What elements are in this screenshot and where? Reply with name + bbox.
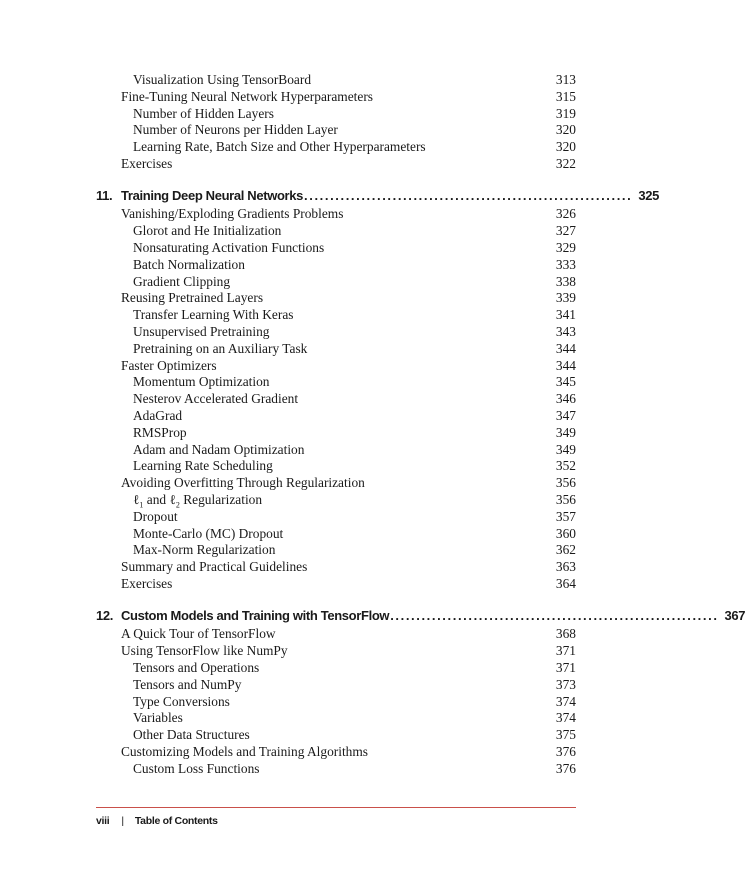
toc-entry[interactable] (96, 575, 576, 592)
toc-entry-page: 360 (555, 526, 576, 541)
toc-entry-page: 344 (555, 341, 576, 356)
toc-entry-title: Pretraining on an Auxiliary Task (133, 341, 308, 356)
toc-entry-page: 374 (555, 710, 576, 725)
toc-entry-page: 313 (555, 72, 576, 87)
toc-entry-page: 357 (555, 509, 576, 524)
toc-entry[interactable] (96, 239, 576, 256)
toc-entry-page: 329 (555, 240, 576, 255)
and-text: and (143, 492, 170, 507)
toc-entry-title: Momentum Optimization (133, 374, 270, 389)
footer-section-title[interactable]: Table of Contents (134, 815, 218, 827)
toc-entry[interactable] (96, 340, 576, 357)
toc-entry-title: Faster Optimizers (121, 358, 217, 373)
toc-entry[interactable] (96, 105, 576, 122)
toc-entry-title: Summary and Practical Guidelines (121, 559, 308, 574)
toc-entry-title: Nesterov Accelerated Gradient (133, 391, 299, 406)
toc-entry-page: 349 (555, 442, 576, 457)
toc-entry-title: Dropout (133, 509, 178, 524)
toc-entry-title: Learning Rate, Batch Size and Other Hyperparameters (133, 139, 426, 154)
toc-entry-page: 347 (555, 408, 576, 423)
toc-entry-title: Visualization Using TensorBoard (133, 72, 312, 87)
chapter-page: 325 (638, 188, 660, 203)
toc-entry-title: RMSProp (133, 425, 187, 440)
toc-entry[interactable] (96, 256, 576, 273)
toc-entry[interactable] (96, 88, 576, 105)
toc-entry-page: 333 (555, 257, 576, 272)
footer-divider (96, 807, 576, 808)
toc-entry-title: Exercises (121, 576, 173, 591)
toc-entry-page: 344 (555, 358, 576, 373)
toc-entry[interactable] (96, 508, 576, 525)
toc-entry[interactable] (96, 726, 576, 743)
toc-entry-page: 363 (555, 559, 576, 574)
toc-entry[interactable] (96, 760, 576, 777)
toc-entry-title: Max-Norm Regularization (133, 542, 276, 557)
toc-entry-page: 362 (555, 542, 576, 557)
toc-entry[interactable] (96, 693, 576, 710)
toc-entry-page: 371 (555, 643, 576, 658)
toc-entry-page: 327 (555, 223, 576, 238)
toc-entry-title: A Quick Tour of TensorFlow (121, 626, 276, 641)
toc-entry[interactable] (96, 222, 576, 239)
l2-symbol: ℓ (169, 492, 176, 507)
toc-entry-page: 376 (555, 744, 576, 759)
toc-entry[interactable] (96, 424, 576, 441)
toc-entry[interactable] (96, 659, 576, 676)
toc-entry[interactable] (96, 743, 576, 760)
toc-entry-page: 352 (555, 458, 576, 473)
toc-entry[interactable] (96, 541, 576, 558)
toc-entry[interactable] (96, 323, 576, 340)
toc-entry-title: Tensors and Operations (133, 660, 260, 675)
chapter-number: 12. (96, 608, 114, 623)
toc-entry[interactable] (96, 491, 576, 508)
toc-entry-page: 373 (555, 677, 576, 692)
toc-entry[interactable] (96, 441, 576, 458)
subscript-2: 2 (175, 500, 180, 510)
toc-entry-page: 326 (555, 206, 576, 221)
toc-entry[interactable] (96, 709, 576, 726)
toc-entry[interactable] (96, 306, 576, 323)
toc-entry-title: Exercises (121, 156, 173, 171)
toc-entry[interactable] (96, 676, 576, 693)
toc-entry-page: 374 (555, 694, 576, 709)
toc-chapter-12[interactable] (96, 606, 745, 625)
toc-entry-title: Tensors and NumPy (133, 677, 242, 692)
toc-entry-page: 339 (555, 290, 576, 305)
toc-entry[interactable] (96, 474, 576, 491)
dot-leader: ............................................................... (390, 608, 719, 623)
toc-entry-page: 343 (555, 324, 576, 339)
toc-entry[interactable] (96, 407, 576, 424)
toc-entry-title: Unsupervised Pretraining (133, 324, 270, 339)
toc-entry-page: 345 (555, 374, 576, 389)
toc-entry-title: Avoiding Overfitting Through Regularization (121, 475, 365, 490)
toc-entry-page: 371 (555, 660, 576, 675)
toc-entry-title: Variables (133, 710, 183, 725)
toc-entry-title: Type Conversions (133, 694, 230, 709)
toc-entry-title: Other Data Structures (133, 727, 250, 742)
toc-entry[interactable] (96, 121, 576, 138)
toc-entry[interactable] (96, 558, 576, 575)
toc-entry-page: 376 (555, 761, 576, 776)
toc-entry-page: 349 (555, 425, 576, 440)
toc-entry-title: Glorot and He Initialization (133, 223, 282, 238)
toc-entry-page: 315 (555, 89, 576, 104)
toc-entry-page: 322 (555, 156, 576, 171)
toc-entry-title: Number of Hidden Layers (133, 106, 274, 121)
toc-entry-title: Vanishing/Exploding Gradients Problems (121, 206, 344, 221)
toc-entry-page: 356 (555, 475, 576, 490)
toc-entry-title: Monte-Carlo (MC) Dropout (133, 526, 284, 541)
toc-entry-title: Customizing Models and Training Algorithms (121, 744, 368, 759)
toc-entry-title: Number of Neurons per Hidden Layer (133, 122, 338, 137)
toc-entry-title: Batch Normalization (133, 257, 245, 272)
toc-entry[interactable] (96, 155, 576, 172)
toc-entry-title: Custom Loss Functions (133, 761, 260, 776)
chapter-number: 11. (96, 188, 113, 203)
toc-entry-title: Fine-Tuning Neural Network Hyperparameters (121, 89, 374, 104)
subscript-1: 1 (139, 500, 144, 510)
toc-entry[interactable] (96, 71, 576, 88)
toc-entry-title: Gradient Clipping (133, 274, 231, 289)
chapter-page: 367 (724, 608, 745, 623)
toc-entry[interactable] (96, 642, 576, 659)
toc-entry[interactable] (96, 625, 576, 642)
toc-entry[interactable] (96, 205, 576, 222)
toc-entry[interactable] (96, 457, 576, 474)
toc-entry[interactable] (96, 289, 576, 306)
toc-entry-page: 338 (555, 274, 576, 289)
toc-entry-title: AdaGrad (133, 408, 183, 423)
toc-chapter-11[interactable] (96, 186, 660, 205)
regularization-text: Regularization (179, 492, 263, 507)
toc-entry-page: 319 (555, 106, 576, 121)
toc-entry-title (133, 491, 262, 508)
toc-entry-page: 320 (555, 139, 576, 154)
toc-entry-page: 346 (555, 391, 576, 406)
toc-entry-title: Nonsaturating Activation Functions (133, 240, 325, 255)
toc-entry-page: 368 (555, 626, 576, 641)
toc-entry[interactable] (96, 357, 576, 374)
page-footer (96, 813, 218, 829)
toc-entry[interactable] (96, 138, 576, 155)
toc-entry-page: 364 (555, 576, 576, 591)
toc-entry-page: 320 (555, 122, 576, 137)
toc-entry-page: 375 (555, 727, 576, 742)
chapter-title: Training Deep Neural Networks (121, 188, 304, 203)
toc-entry-page: 341 (555, 307, 576, 322)
toc-entry-title: Reusing Pretrained Layers (121, 290, 264, 305)
toc-entry-title: Learning Rate Scheduling (133, 458, 273, 473)
toc-entry-title: Adam and Nadam Optimization (133, 442, 305, 457)
toc-entry[interactable] (96, 273, 576, 290)
toc-entry[interactable] (96, 525, 576, 542)
l1-symbol: ℓ (133, 492, 140, 507)
footer-page-number: viii (96, 815, 110, 827)
toc-entry-title: Transfer Learning With Keras (133, 307, 294, 322)
footer-separator: | (121, 815, 124, 827)
toc-entry-title: Using TensorFlow like NumPy (121, 643, 288, 658)
toc-entry[interactable] (96, 373, 576, 390)
toc-entry-page: 356 (555, 492, 576, 507)
chapter-title: Custom Models and Training with TensorFlow (121, 608, 390, 623)
toc-entry[interactable] (96, 390, 576, 407)
dot-leader: ............................................................... (304, 188, 633, 203)
